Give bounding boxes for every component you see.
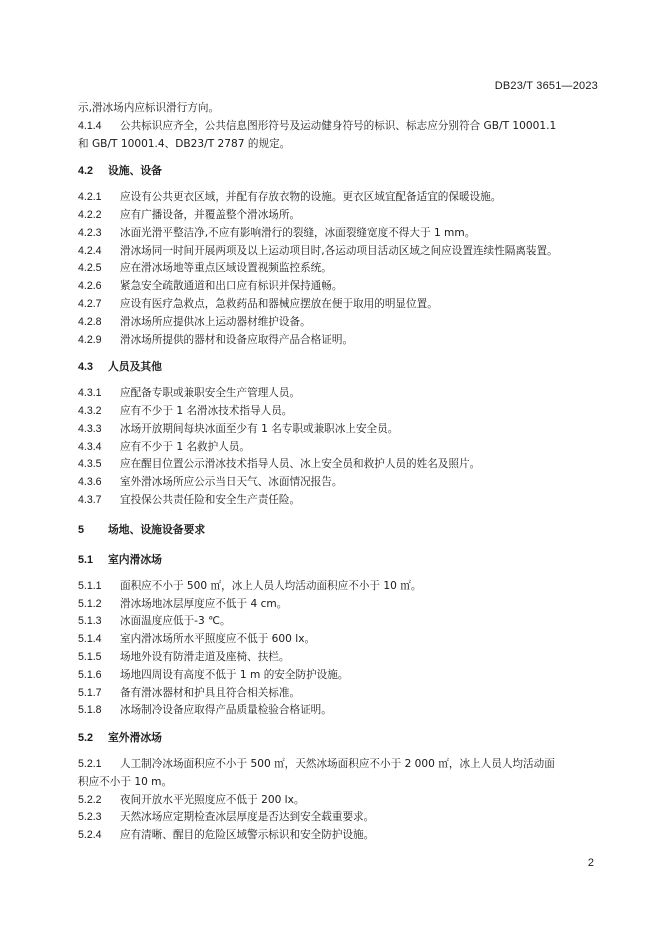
section-number: 5.1 <box>78 553 94 566</box>
section-heading-5-1 <box>78 551 598 570</box>
section-number: 5.2 <box>78 731 94 744</box>
section-title: 室内滑冰场 <box>108 552 162 566</box>
clause-text: 面积应不小于 500 ㎡，冰上人员人均活动面积应不小于 10 ㎡。 <box>120 579 422 592</box>
clause-5-1-3 <box>78 613 598 631</box>
clause-4-2-7 <box>78 296 598 314</box>
page-body <box>78 100 598 845</box>
clause-text: 冰场开放期间每块冰面至少有 1 名专职或兼职冰上安全员。 <box>120 422 399 435</box>
clause-number: 4.2.9 <box>78 333 102 346</box>
clause-text: 冰面温度应低于-3 ℃。 <box>120 615 231 628</box>
clause-number: 4.3.1 <box>78 387 102 400</box>
clause-4-2-6 <box>78 278 598 296</box>
section-title: 室外滑冰场 <box>108 730 162 744</box>
clause-5-1-2 <box>78 596 598 614</box>
clause-4-3-7 <box>78 492 598 510</box>
clause-4-2-3 <box>78 225 598 243</box>
page-number: 2 <box>587 857 594 869</box>
clause-5-2-3 <box>78 809 598 827</box>
clause-text: 滑冰场所提供的器材和设备应取得产品合格证明。 <box>120 333 354 346</box>
clause-4-3-2 <box>78 403 598 421</box>
clause-text: 应有清晰、醒目的危险区域警示标识和安全防护设施。 <box>120 829 375 842</box>
clause-4-2-4 <box>78 243 598 261</box>
clause-text: 冰面光滑平整洁净,不应有影响滑行的裂缝，冰面裂缝宽度不得大于 1 mm。 <box>120 226 476 239</box>
clause-number: 5.1.4 <box>78 633 102 646</box>
clause-number: 4.3.7 <box>78 493 102 506</box>
clause-5-1-6 <box>78 667 598 685</box>
clause-number: 4.2.4 <box>78 244 102 257</box>
clause-number: 4.3.4 <box>78 440 102 453</box>
clause-number: 5.2.1 <box>78 758 102 770</box>
clause-4-1-4 <box>78 118 598 136</box>
clause-5-1-8 <box>78 702 598 720</box>
clause-4-2-9 <box>78 332 598 350</box>
clause-number: 4.2.3 <box>78 226 102 239</box>
clause-text: 夜间开放水平光照度应不低于 200 lx。 <box>120 793 305 806</box>
clause-text: 宜投保公共责任险和安全生产责任险。 <box>120 493 301 506</box>
clause-text: 室外滑冰场所应公示当日天气、冰面情况报告。 <box>120 476 343 489</box>
clause-number: 5.1.8 <box>78 704 102 717</box>
clause-text: 应设有医疗急救点，急救药品和器械应摆放在便于取用的明显位置。 <box>120 297 438 310</box>
text-line <box>78 136 598 154</box>
clause-text: 应有广播设备，并覆盖整个滑冰场所。 <box>120 208 301 221</box>
clause-number: 5.2.3 <box>78 811 102 824</box>
clause-4-2-1 <box>78 189 598 207</box>
document-code: DB23/T 3651—2023 <box>494 80 598 92</box>
clause-4-2-8 <box>78 314 598 332</box>
line-text: 和 GB/T 10001.4、DB23/T 2787 的规定。 <box>78 137 291 150</box>
clause-5-1-7 <box>78 685 598 703</box>
clause-number: 4.2.5 <box>78 262 102 275</box>
clause-number: 4.1.4 <box>78 119 102 132</box>
clause-text: 滑冰场地冰层厚度应不低于 4 cm。 <box>120 597 288 610</box>
chapter-title: 场地、设施设备要求 <box>108 522 206 536</box>
clause-text: 应在滑冰场地等重点区域设置视频监控系统。 <box>120 262 332 275</box>
clause-5-1-4 <box>78 631 598 649</box>
section-number: 4.2 <box>78 164 94 177</box>
section-title: 设施、设备 <box>108 163 162 177</box>
clause-number: 5.1.5 <box>78 651 102 664</box>
clause-text: 场地四周设有高度不低于 1 m 的安全防护设施。 <box>120 668 349 681</box>
clause-text: 滑冰场所应提供冰上运动器材维护设备。 <box>120 315 311 328</box>
line-text: 积应不小于 10 m。 <box>78 775 173 788</box>
clause-number: 5.1.3 <box>78 615 102 628</box>
clause-5-2-1 <box>78 756 598 774</box>
clause-4-3-6 <box>78 474 598 492</box>
clause-number: 5.1.1 <box>78 579 102 592</box>
clause-4-3-5 <box>78 456 598 474</box>
clause-number: 5.1.7 <box>78 686 102 699</box>
clause-number: 4.3.2 <box>78 404 102 417</box>
clause-number: 4.2.7 <box>78 297 102 310</box>
section-title: 人员及其他 <box>108 359 162 373</box>
clause-number: 4.3.3 <box>78 422 102 435</box>
clause-number: 4.2.8 <box>78 315 102 328</box>
clause-text: 应有不少于 1 名滑冰技术指导人员。 <box>120 404 293 417</box>
clause-text: 天然冰场应定期检查冰层厚度是否达到安全载重要求。 <box>120 811 375 824</box>
clause-number: 5.1.2 <box>78 597 102 610</box>
clause-4-3-3 <box>78 421 598 439</box>
clause-number: 4.2.1 <box>78 191 102 204</box>
clause-5-1-5 <box>78 649 598 667</box>
section-heading-4-3 <box>78 358 598 377</box>
chapter-heading-5 <box>78 521 598 540</box>
clause-number: 5.1.6 <box>78 668 102 681</box>
clause-number: 4.3.6 <box>78 476 102 489</box>
clause-5-2-2 <box>78 792 598 810</box>
clause-text: 应配备专职或兼职安全生产管理人员。 <box>120 387 301 400</box>
clause-4-3-1 <box>78 385 598 403</box>
section-number: 4.3 <box>78 360 94 373</box>
clause-text: 滑冰场同一时间开展两项及以上运动项目时,各运动项目活动区域之间应设置连续性隔离装置。 <box>120 244 558 257</box>
section-heading-4-2 <box>78 162 598 181</box>
clause-text: 应设有公共更衣区域，并配有存放衣物的设施。更衣区域宜配备适宜的保暖设施。 <box>120 191 502 204</box>
clause-number: 5.2.4 <box>78 829 102 842</box>
chapter-number: 5 <box>78 523 85 536</box>
clause-text: 紧急安全疏散通道和出口应有标识并保持通畅。 <box>120 280 343 293</box>
line-text: 示,滑冰场内应标识滑行方向。 <box>78 102 220 114</box>
clause-text: 室内滑冰场所水平照度应不低于 600 lx。 <box>120 633 316 646</box>
text-line <box>78 774 598 792</box>
clause-5-1-1 <box>78 578 598 596</box>
clause-text: 应在醒目位置公示滑冰技术指导人员、冰上安全员和救护人员的姓名及照片。 <box>120 458 481 471</box>
clause-text: 冰场制冷设备应取得产品质量检验合格证明。 <box>120 704 332 717</box>
clause-number: 4.3.5 <box>78 458 102 471</box>
section-heading-5-2 <box>78 729 598 748</box>
clause-number: 4.2.6 <box>78 280 102 293</box>
clause-5-2-4 <box>78 827 598 845</box>
clause-text: 应有不少于 1 名救护人员。 <box>120 440 251 453</box>
clause-4-2-2 <box>78 207 598 225</box>
clause-text: 公共标识应齐全，公共信息图形符号及运动健身符号的标识、标志应分别符合 GB/T 10001.1 <box>120 119 557 132</box>
clause-4-3-4 <box>78 439 598 457</box>
clause-text: 人工制冷冰场面积应不小于 500 ㎡，天然冰场面积应不小于 2 000 ㎡，冰上人员人均活动面 <box>120 758 555 770</box>
clause-text: 场地外设有防滑走道及座椅、扶栏。 <box>120 651 290 664</box>
clause-4-2-5 <box>78 260 598 278</box>
clause-number: 4.2.2 <box>78 208 102 221</box>
clause-text: 备有滑冰器材和护具且符合相关标准。 <box>120 686 301 699</box>
clause-number: 5.2.2 <box>78 793 102 806</box>
text-line <box>78 100 598 118</box>
